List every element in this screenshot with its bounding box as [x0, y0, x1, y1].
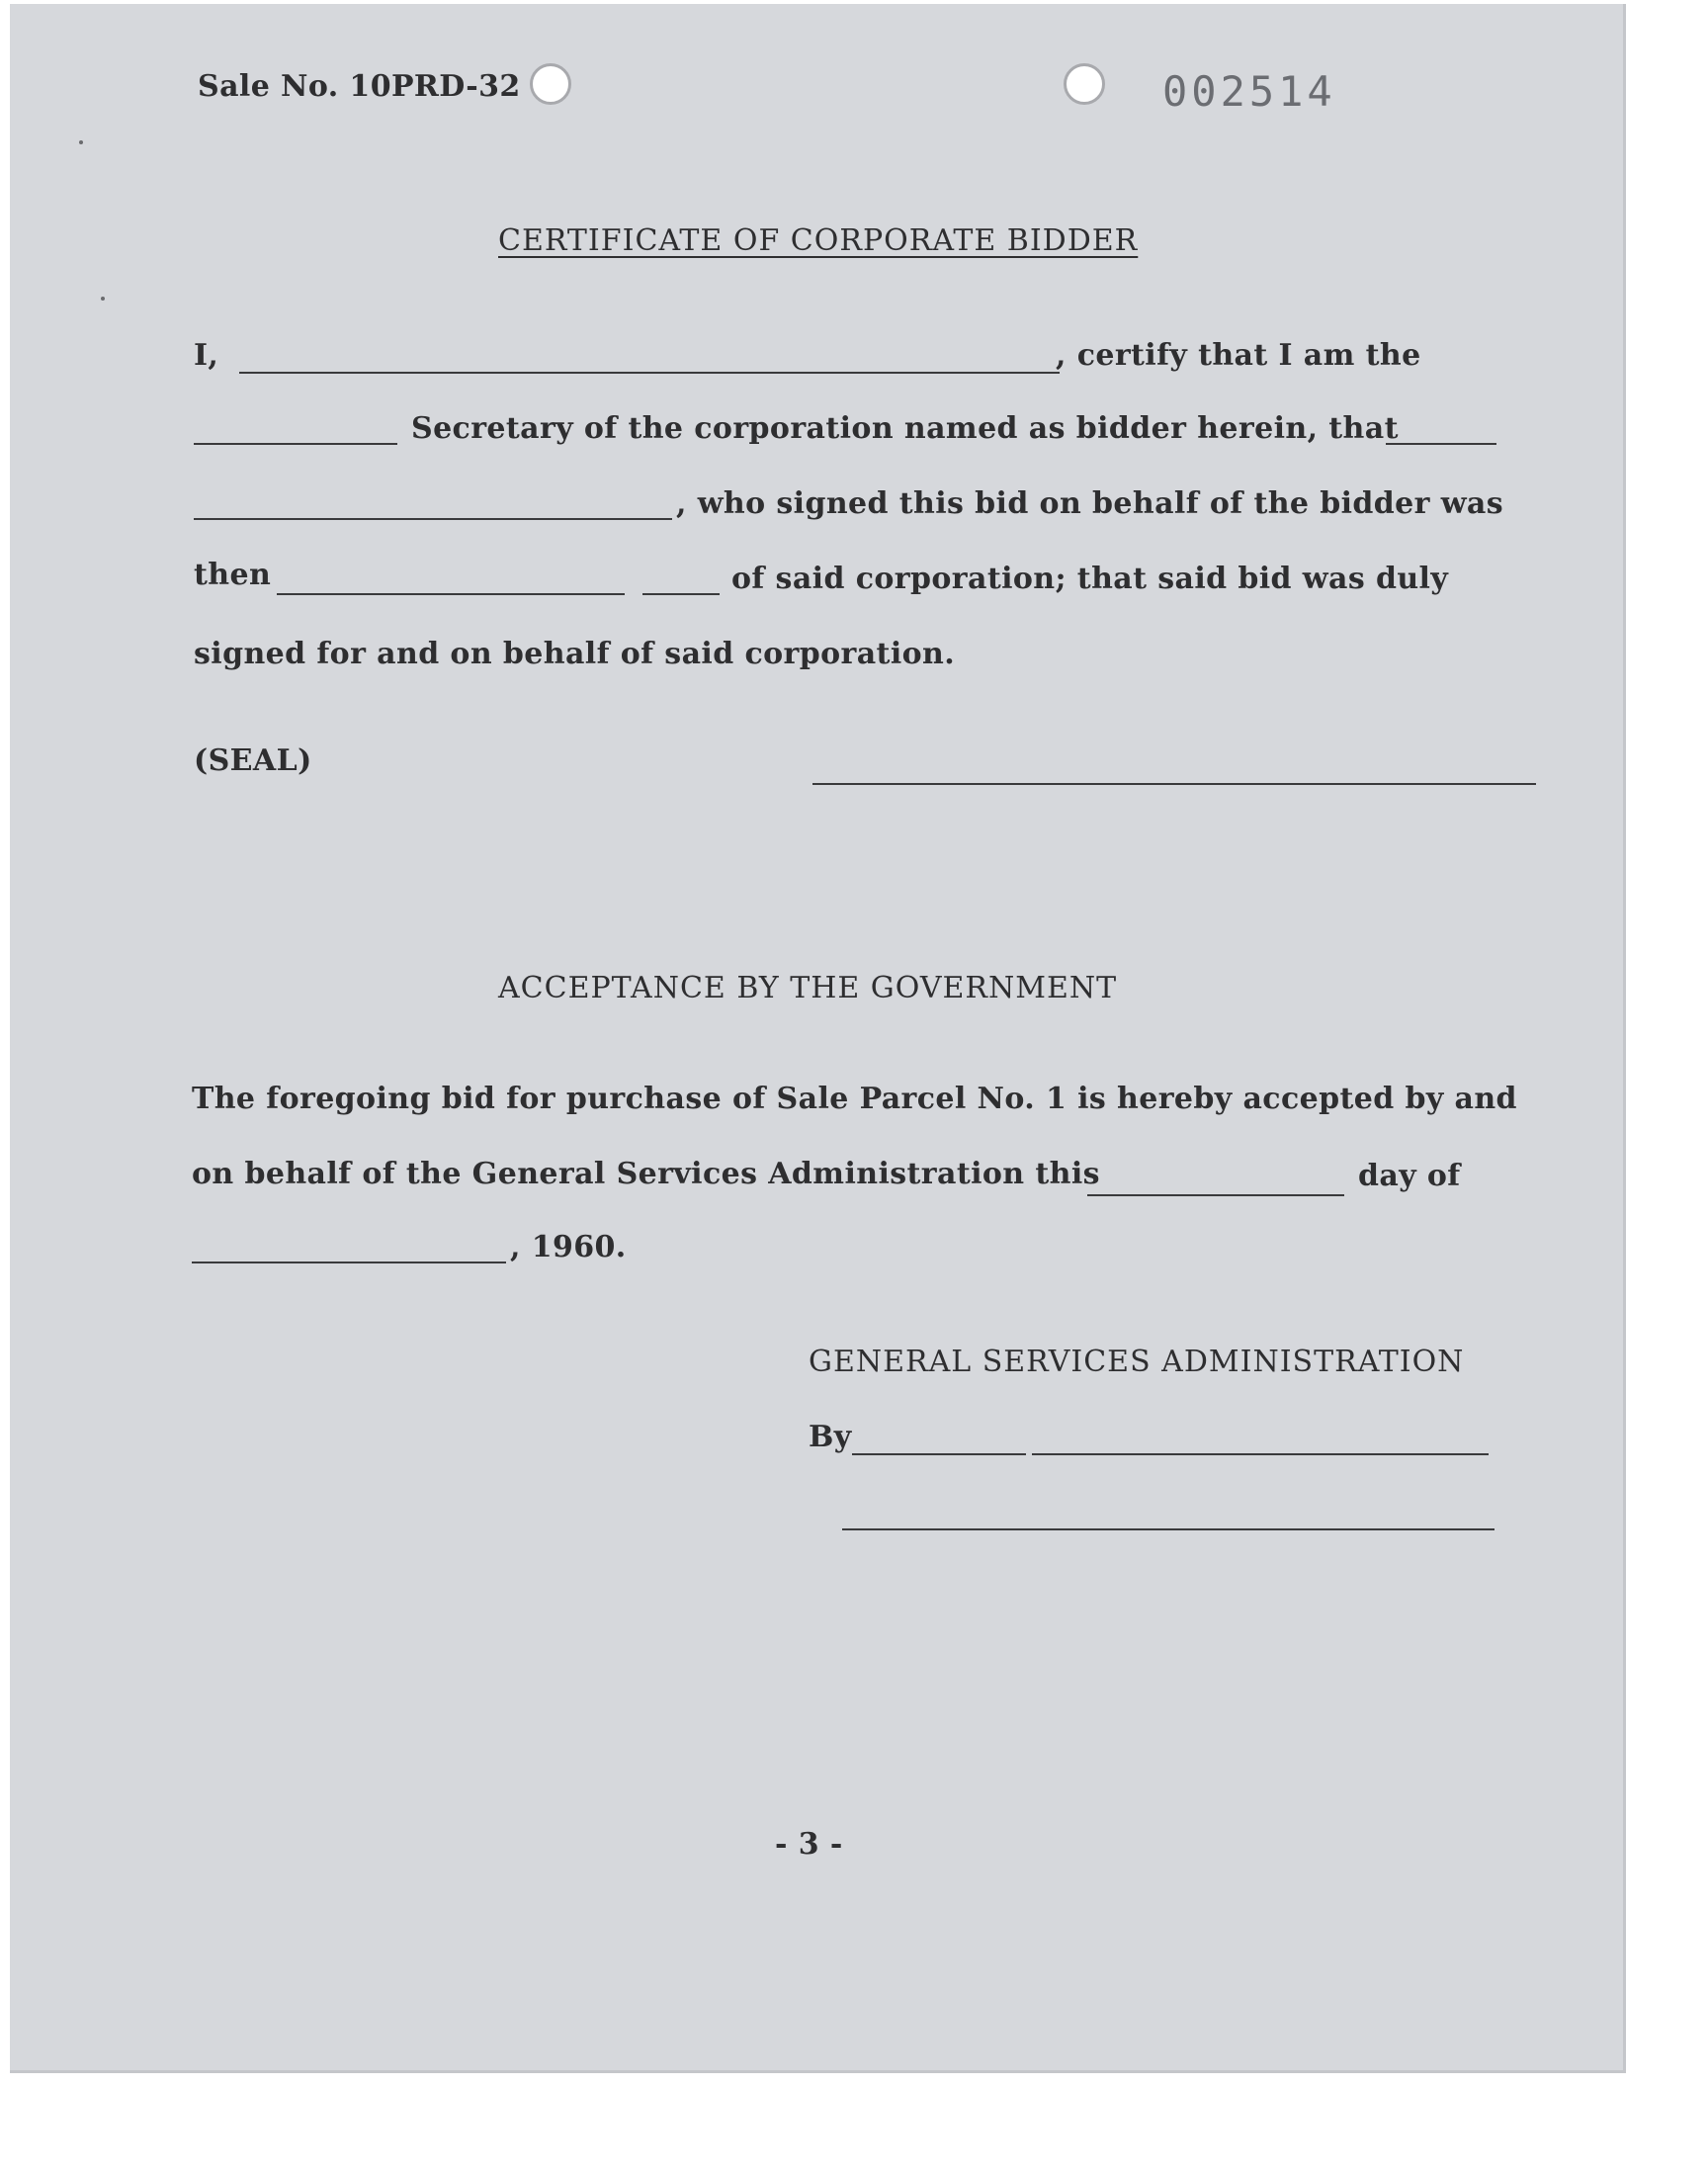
cert-line1-start: I,	[194, 338, 219, 373]
cert-line1-end: , certify that I am the	[1056, 338, 1421, 373]
title-line[interactable]	[842, 1528, 1494, 1530]
page-number: - 3 -	[775, 1827, 843, 1862]
cert-line4-end: of said corporation; that said bid was duly	[731, 562, 1449, 596]
scan-speck	[101, 297, 105, 301]
office-blank[interactable]	[277, 593, 625, 595]
acceptance-line2-start: on behalf of the General Services Administration this	[192, 1157, 1100, 1191]
acceptance-month-blank[interactable]	[192, 1262, 506, 1263]
seal-label: (SEAL)	[194, 743, 312, 778]
sale-number: Sale No. 10PRD-32	[198, 69, 521, 104]
acceptance-year: , 1960.	[510, 1230, 627, 1264]
acceptance-line2-end: day of	[1358, 1159, 1461, 1193]
cert-line3: , who signed this bid on behalf of the bidder was	[676, 486, 1504, 521]
document-stamp-number: 002514	[1162, 67, 1336, 116]
acceptance-line1: The foregoing bid for purchase of Sale Parcel No. 1 is hereby accepted by and	[192, 1082, 1517, 1116]
cert-line4-start: then	[194, 558, 272, 592]
cert-line5: signed for and on behalf of said corporation.	[194, 637, 956, 671]
name-blank[interactable]	[239, 372, 1060, 374]
signer-name-blank-a[interactable]	[1386, 443, 1496, 445]
punch-hole-right	[1064, 63, 1105, 105]
certificate-title: CERTIFICATE OF CORPORATE BIDDER	[498, 223, 1139, 258]
office-blank-short[interactable]	[642, 593, 720, 595]
document-page	[10, 4, 1626, 2073]
by-signature-line-b[interactable]	[1032, 1453, 1489, 1455]
punch-hole-left	[530, 63, 571, 105]
acceptance-day-blank[interactable]	[1087, 1194, 1344, 1196]
cert-line2: Secretary of the corporation named as bidder herein, that	[411, 411, 1399, 446]
acceptance-title: ACCEPTANCE BY THE GOVERNMENT	[498, 971, 1118, 1005]
by-label: By	[809, 1420, 852, 1454]
by-signature-line-a[interactable]	[852, 1453, 1026, 1455]
signer-name-blank-b[interactable]	[194, 518, 672, 520]
corporate-signature-line[interactable]	[812, 783, 1536, 785]
scan-speck	[79, 140, 83, 144]
agency-name: GENERAL SERVICES ADMINISTRATION	[809, 1345, 1465, 1379]
secretary-type-blank[interactable]	[194, 443, 397, 445]
